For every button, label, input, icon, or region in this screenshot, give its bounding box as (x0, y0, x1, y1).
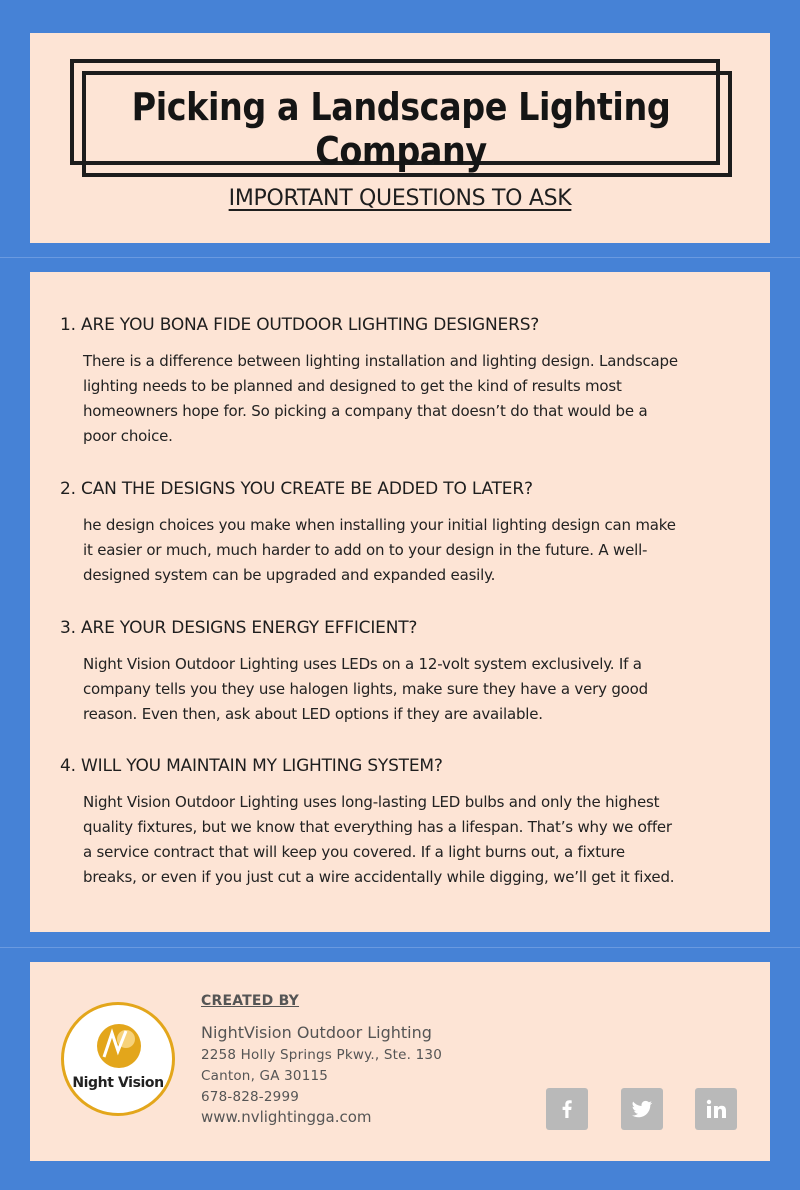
page-subtitle: IMPORTANT QUESTIONS TO ASK (228, 186, 572, 211)
question-item (60, 756, 750, 890)
question-body: There is a difference between lighting installation and lighting design. Landscape lighting needs to be planned and designed to get the kind of results most homeowners hope for. So picking a company that doesn’t do that would be a poor choice. (83, 352, 678, 445)
question-item (60, 315, 750, 449)
website-link[interactable]: www.nvlightingga.com (201, 1108, 372, 1126)
credits (201, 993, 442, 1126)
question-heading: 1. ARE YOU BONA FIDE OUTDOOR LIGHTING DESIGNERS? (60, 315, 540, 335)
address-line-2: Canton, GA 30115 (201, 1068, 329, 1084)
page-title: Picking a Landscape Lighting Company (131, 85, 671, 173)
facebook-icon (555, 1097, 579, 1121)
question-body: Night Vision Outdoor Lighting uses long-lasting LED bulbs and only the highest quality fixtures, but we know that everything has a lifespan. That’s why we offer a service contract that will keep you covered. If a light burns out, a fixture breaks, or even if you just cut a wire accidentally while digging, we’ll get it fixed. (83, 793, 675, 886)
header-panel (30, 33, 770, 243)
linkedin-button[interactable] (695, 1088, 737, 1130)
created-by-label: CREATED BY (201, 993, 300, 1009)
twitter-button[interactable] (621, 1088, 663, 1130)
question-item (60, 479, 750, 588)
facebook-button[interactable] (546, 1088, 588, 1130)
address-line-1: 2258 Holly Springs Pkwy., Ste. 130 (201, 1047, 442, 1063)
divider (0, 947, 800, 948)
questions-panel (30, 272, 770, 932)
question-body: Night Vision Outdoor Lighting uses LEDs on a 12-volt system exclusively. If a company tells you they use halogen lights, make sure they have a very good reason. Even then, ask about LED options if they are available. (83, 655, 648, 723)
twitter-icon (630, 1097, 654, 1121)
logo-mark-icon (94, 1021, 144, 1071)
company-name: NightVision Outdoor Lighting (201, 1023, 432, 1042)
logo-text: Night Vision (72, 1075, 164, 1091)
question-heading: 4. WILL YOU MAINTAIN MY LIGHTING SYSTEM? (60, 756, 443, 776)
question-heading: 2. CAN THE DESIGNS YOU CREATE BE ADDED TO LATER? (60, 479, 533, 499)
linkedin-icon (704, 1097, 728, 1121)
question-body: he design choices you make when installing your initial lighting design can make it easier or much, much harder to add on to your design in the future. A well-designed system can be upgraded and expanded easily. (83, 516, 676, 584)
footer-panel (30, 962, 770, 1161)
phone-number: 678-828-2999 (201, 1089, 300, 1105)
nightvision-logo (61, 1002, 175, 1116)
question-item (60, 618, 750, 727)
divider (0, 257, 800, 258)
question-heading: 3. ARE YOUR DESIGNS ENERGY EFFICIENT? (60, 618, 418, 638)
